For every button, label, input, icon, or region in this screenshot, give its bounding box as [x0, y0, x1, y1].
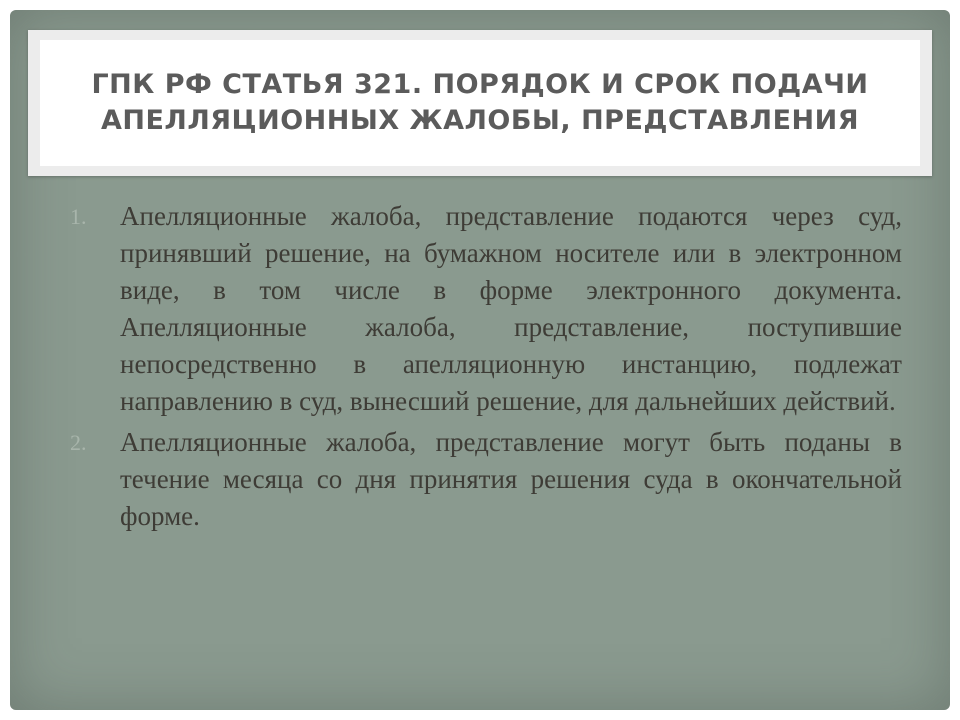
title-frame: [28, 30, 932, 176]
slide: [10, 10, 950, 710]
title-panel: [40, 40, 920, 166]
list-item: [70, 198, 902, 420]
list-item-text: Апелляционные жалоба, представление подаются через суд, принявший решение, на бумажном носителе или в электронном виде, в том числе в форме электронного документа. Апелляционные жалоба, представление, поступившие непосредственно в апелляционную инстанцию, подлежат направлению в суд, вынесший решение, для дальнейших действий.: [120, 201, 902, 416]
list-item-text: Апелляционные жалоба, представление могут быть поданы в течение месяца со дня принятия решения суда в окончательной форме.: [120, 427, 902, 531]
list-item-number: 2.: [70, 430, 87, 455]
list-item-number: 1.: [70, 204, 87, 229]
article-list: [70, 198, 902, 539]
slide-title: ГПК РФ СТАТЬЯ 321. ПОРЯДОК И СРОК ПОДАЧИ АПЕЛЛЯЦИОННЫХ ЖАЛОБЫ, ПРЕДСТАВЛЕНИЯ: [91, 69, 869, 136]
list-item: [70, 424, 902, 535]
